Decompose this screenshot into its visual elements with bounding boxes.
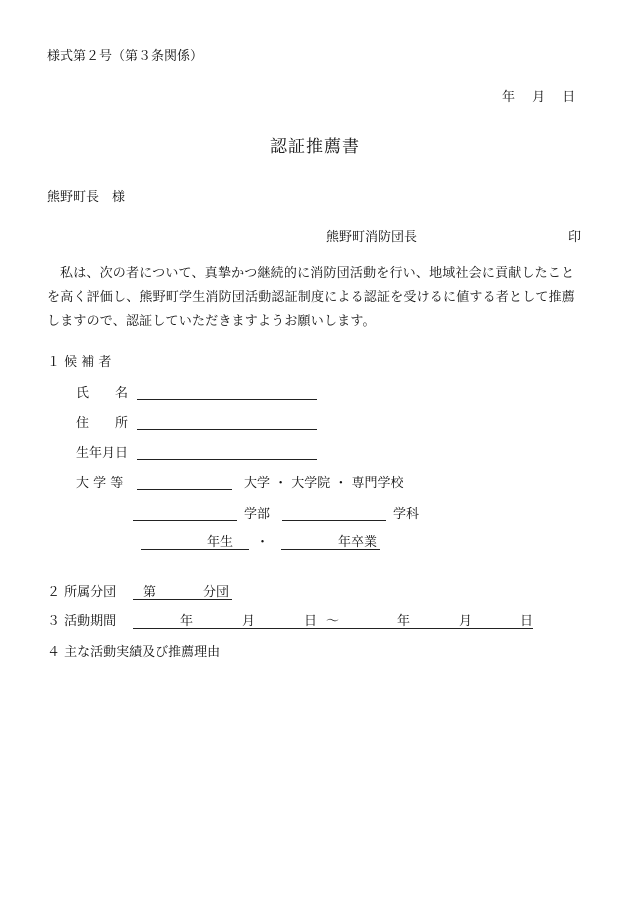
document-title: 認証推薦書 bbox=[270, 137, 360, 157]
section1-heading: １ 候 補 者 bbox=[47, 355, 112, 370]
department-field-line[interactable] bbox=[282, 520, 386, 521]
start-year: 年 bbox=[180, 614, 194, 629]
faculty-label: 学部 bbox=[244, 507, 271, 522]
separator-dot: ・ bbox=[256, 535, 270, 550]
body-line-2: を高く評価し、熊野町学生消防団活動認証制度による認証を受けるに値する者として推薦 bbox=[47, 290, 576, 305]
body-line-1: 私は、次の者について、真摯かつ継続的に消防団活動を行い、地域社会に貢献したこと bbox=[60, 266, 575, 281]
section3-heading: ３ 活動期間 bbox=[47, 614, 117, 629]
start-month: 月 bbox=[242, 614, 256, 629]
end-day: 日 bbox=[520, 614, 534, 629]
end-month: 月 bbox=[459, 614, 473, 629]
sender-name: 熊野町消防団長 bbox=[326, 230, 418, 245]
school-label: 大 学 等 bbox=[76, 476, 124, 491]
form-label: 様式第２号（第３条関係） bbox=[47, 49, 204, 64]
body-line-3: しますので、認証していただきますようお願いします。 bbox=[47, 314, 376, 329]
name-label: 氏 名 bbox=[76, 386, 129, 401]
end-year: 年 bbox=[397, 614, 411, 629]
period-tilde: ～ bbox=[326, 614, 340, 629]
body-paragraph bbox=[47, 262, 587, 334]
birth-label: 生年月日 bbox=[76, 446, 129, 461]
branch-field-line[interactable] bbox=[133, 599, 232, 600]
birth-field-line[interactable] bbox=[137, 459, 317, 460]
section2-heading: ２ 所属分団 bbox=[47, 585, 117, 600]
department-label: 学科 bbox=[393, 507, 420, 522]
name-field-line[interactable] bbox=[137, 399, 317, 400]
seal-mark: 印 bbox=[568, 230, 582, 245]
school-types: 大学 ・ 大学院 ・ 専門学校 bbox=[244, 476, 404, 491]
address-label: 住 所 bbox=[76, 416, 129, 431]
addressee: 熊野町長 様 bbox=[47, 190, 126, 205]
address-field-line[interactable] bbox=[137, 429, 317, 430]
school-field-line[interactable] bbox=[137, 489, 232, 490]
section4-heading: ４ 主な活動実績及び推薦理由 bbox=[47, 645, 221, 660]
grad-label: 年卒業 bbox=[338, 535, 378, 550]
start-day: 日 bbox=[304, 614, 318, 629]
branch-suffix: 分団 bbox=[203, 585, 230, 600]
year-label: 年生 bbox=[207, 535, 234, 550]
faculty-field-line[interactable] bbox=[133, 520, 237, 521]
branch-prefix: 第 bbox=[143, 585, 157, 600]
date-line: 年 月 日 bbox=[502, 90, 576, 105]
